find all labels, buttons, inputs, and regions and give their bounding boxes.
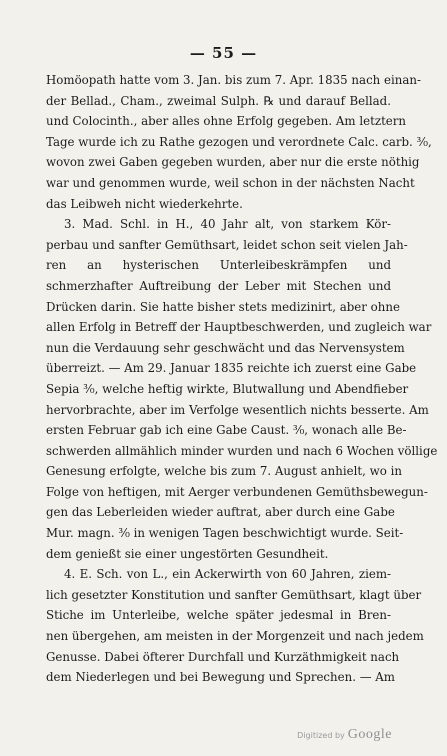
text-line: nun die Verdauung sehr geschwächt und das Nervensystem [46,340,405,355]
text-line: Sepia ³⁄₀, welche heftig wirkte, Blutwallung und Abendfieber [46,381,409,396]
text-line: Stiche im Unterleibe, welche später jedesmal in Bren- [46,608,391,623]
text-line: Folge von heftigen, mit Aerger verbundenen Gemüthsbewegun- [46,484,428,499]
text-line: Genusse. Dabei öfterer Durchfall und Kurzäthmigkeit nach [46,649,400,664]
text-line: überreizt. — Am 29. Januar 1835 reichte ich zuerst eine Gabe [46,361,417,376]
text-line: der Bellad., Cham., zweimal Sulph. ℞ und darauf Bellad. [46,93,391,108]
text-line: dem Niederlegen und bei Bewegung und Sprechen. — Am [46,670,395,685]
text-line: dem genießt sie einer ungestörten Gesundheit. [46,546,329,561]
text-line: ren an hysterischen Unterleibeskrämpfen und [46,258,391,273]
text-line: 4. E. Sch. von L., ein Ackerwirth von 60 Jahren, ziem- [64,567,391,582]
text-line: und Colocinth., aber alles ohne Erfolg gegeben. Am letztern [46,114,407,129]
text-line: das Leibweh nicht wiederkehrte. [46,196,243,211]
text-line: Drücken darin. Sie hatte bisher stets medizinirt, aber ohne [46,299,400,314]
text-line: Mur. magn. ³⁄₀ in wenigen Tagen beschwichtigt wurde. Seit- [46,526,404,541]
digitized-watermark [297,727,392,743]
text-line: perbau und sanfter Gemüthsart, leidet schon seit vielen Jah- [46,237,408,252]
text-line: ersten Februar gab ich eine Gabe Caust. ³⁄₀, wonach alle Be- [46,423,407,438]
text-line: Tage wurde ich zu Rathe gezogen und verordnete Calc. carb. ³⁄₀, [46,134,432,149]
google-logo: Google [347,727,392,742]
text-line: lich gesetzter Konstitution und sanfter Gemüthsart, klagt über [46,587,422,602]
text-line: Genesung erfolgte, welche bis zum 7. August anhielt, wo in [46,464,402,479]
text-line: allen Erfolg in Betreff der Hauptbeschwerden, und zugleich war [46,320,432,335]
text-line: wovon zwei Gaben gegeben wurden, aber nur die erste nöthig [46,155,420,170]
text-line: schwerden allmählich minder wurden und nach 6 Wochen völlige [46,443,438,458]
text-line: gen das Leberleiden wieder auftrat, aber durch eine Gabe [46,505,395,520]
text-line: war und genommen wurde, weil schon in der nächsten Nacht [46,175,415,190]
page-number-header: — 55 — [189,44,258,62]
text-line: nen übergehen, am meisten in der Morgenzeit und nach jedem [46,629,424,644]
text-line: hervorbrachte, aber im Verfolge wesentlich nichts besserte. Am [46,402,429,417]
watermark-prefix: Digitized by [297,730,345,740]
body-text [46,70,438,688]
text-line: 3. Mad. Schl. in H., 40 Jahr alt, von starkem Kör- [64,217,391,232]
text-line: Homöopath hatte vom 3. Jan. bis zum 7. Apr. 1835 nach einan- [46,73,421,87]
text-line: schmerzhafter Auftreibung der Leber mit Stechen und [46,278,391,293]
